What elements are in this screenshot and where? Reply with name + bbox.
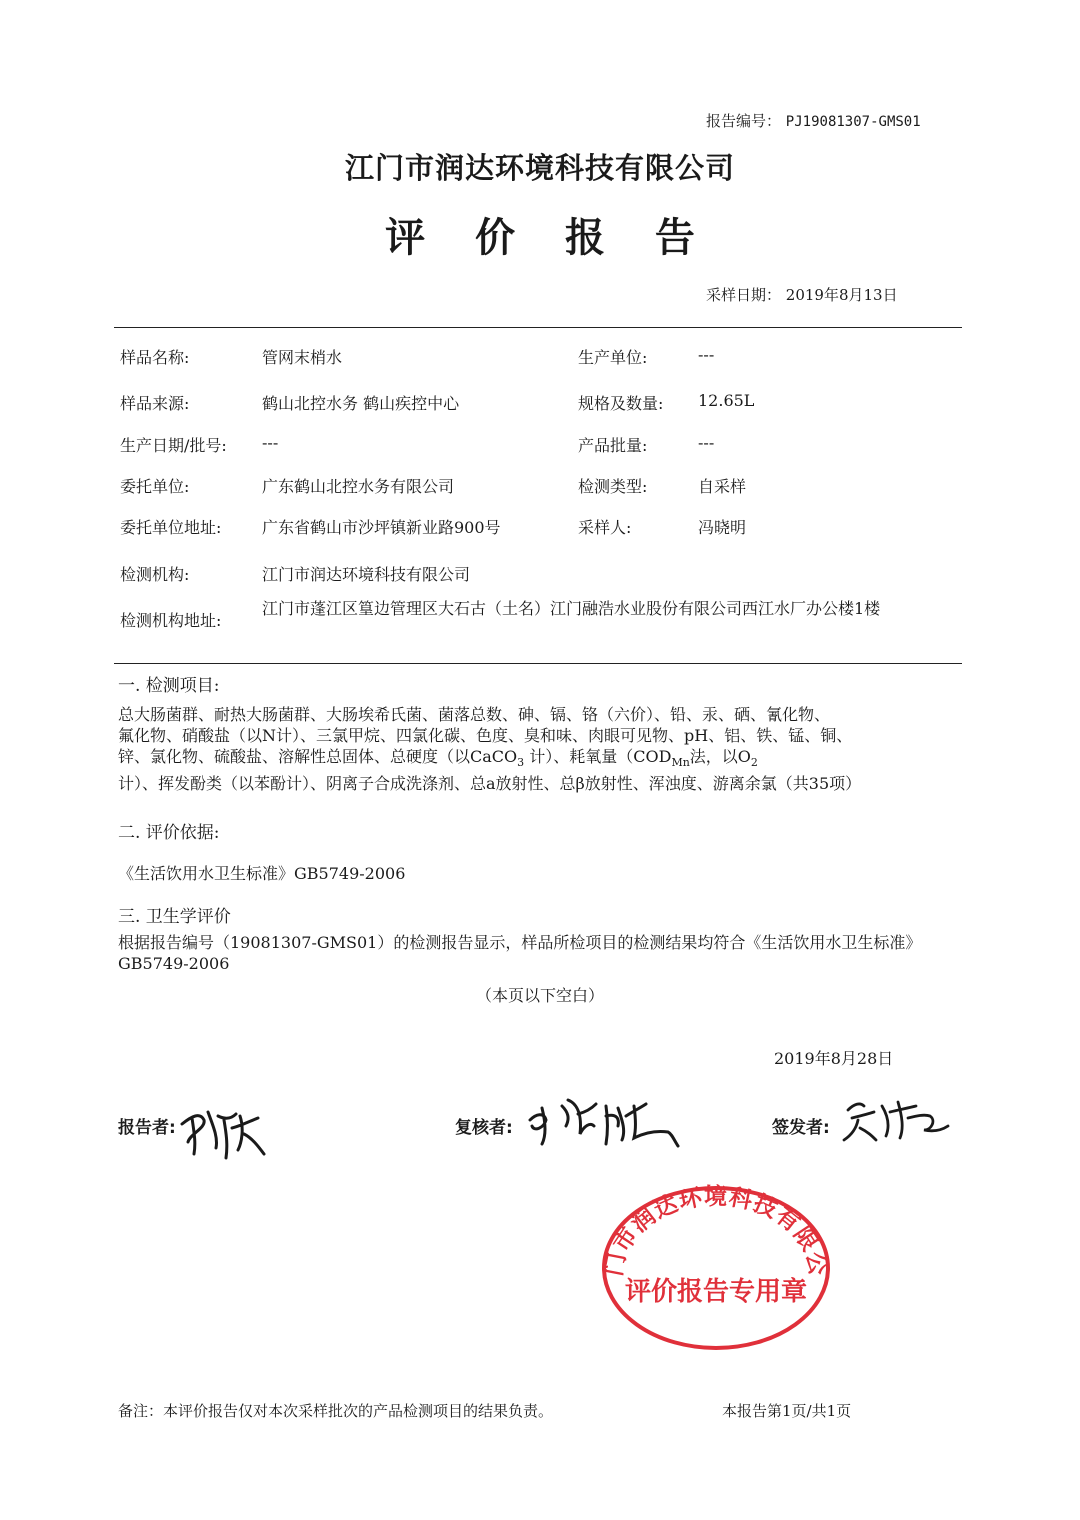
reviewer-signature [522, 1086, 684, 1150]
client-value: 广东鹤山北控水务有限公司 [262, 477, 455, 496]
page-number: 本报告第1页/共1页 [722, 1402, 852, 1420]
client-label: 委托单位: [120, 477, 190, 496]
client-address-label: 委托单位地址: [120, 518, 222, 537]
reviewer-label: 复核者: [455, 1118, 513, 1138]
prod-date-value: --- [262, 433, 279, 452]
evaluation-heading: 三. 卫生学评价 [118, 907, 231, 927]
test-items-line: 锌、氯化物、硫酸盐、溶解性总固体、总硬度（以CaCO$_3$ 计）、耗氧量（$COD_{Mn}$法，以$O_2$ [118, 747, 758, 770]
producer-value: --- [698, 345, 715, 364]
batch-label: 产品批量: [578, 436, 648, 455]
sample-name-label: 样品名称: [120, 348, 190, 367]
lab-value: 江门市润达环境科技有限公司 [262, 565, 471, 584]
lab-address-value: 江门市蓬江区篁边管理区大石古（土名）江门融浩水业股份有限公司西江水厂办公楼1楼 [262, 599, 881, 618]
page-title: 评 价 报 告 [385, 215, 713, 261]
test-items-line: 总大肠菌群、耐热大肠菌群、大肠埃希氏菌、菌落总数、砷、镉、铬（六价）、铅、汞、硒、氰化物、 [118, 705, 831, 724]
producer-label: 生产单位: [578, 348, 648, 367]
sampler-label: 采样人: [578, 518, 632, 537]
sample-source-value: 鹤山北控水务 鹤山疾控中心 [262, 394, 460, 413]
sample-date-label: 采样日期： [706, 286, 782, 304]
basis-heading: 二. 评价依据: [118, 823, 220, 843]
batch-value: --- [698, 433, 715, 452]
sample-date-value: 2019年8月13日 [785, 286, 898, 304]
reporter-signature [178, 1098, 270, 1162]
spec-label: 规格及数量: [578, 394, 664, 413]
blank-notice: （本页以下空白） [475, 986, 604, 1005]
sample-date [706, 284, 898, 305]
sample-name-value: 管网末梢水 [262, 348, 343, 367]
test-items-text [118, 704, 948, 794]
top-divider [114, 327, 962, 328]
footer-note: 备注：本评价报告仅对本次采样批次的产品检测项目的结果负责。 [118, 1402, 554, 1420]
report-date: 2019年8月28日 [774, 1049, 894, 1068]
official-seal [598, 1180, 834, 1356]
issuer-signature [838, 1090, 954, 1146]
sample-source-label: 样品来源: [120, 394, 190, 413]
lab-label: 检测机构: [120, 565, 190, 584]
evaluation-text: 根据报告编号（19081307-GMS01）的检测报告显示，样品所检项目的检测结果均符合《生活饮用水卫生标准》GB5749-2006 [118, 933, 922, 973]
test-items-line: 计）、挥发酚类（以苯酚计）、阴离子合成洗涤剂、总a放射性、总β放射性、浑浊度、游离余氯（共35项） [118, 774, 862, 794]
spec-value: 12.65L [698, 391, 755, 410]
items-heading: 一. 检测项目: [118, 676, 220, 696]
company-name: 江门市润达环境科技有限公司 [344, 151, 735, 185]
svg-text:江门市润达环境科技有限公司 [598, 1180, 831, 1278]
seal-company-text: 门市润达环境科技有限公 [601, 1184, 831, 1279]
prod-date-label: 生产日期/批号: [120, 436, 227, 455]
report-number-label: 报告编号： [706, 112, 782, 130]
test-type-label: 检测类型: [578, 477, 648, 496]
basis-text: 《生活饮用水卫生标准》GB5749-2006 [118, 864, 406, 883]
test-type-value: 自采样 [698, 477, 747, 496]
test-items-line: 氟化物、硝酸盐（以N计）、三氯甲烷、四氯化碳、色度、臭和味、肉眼可见物、pH、铝、铁、锰、铜、 [118, 726, 853, 745]
info-divider [114, 663, 962, 664]
client-address-value: 广东省鹤山市沙坪镇新业路900号 [262, 518, 501, 537]
lab-address-label: 检测机构地址: [120, 611, 222, 630]
seal-purpose-text: 评价报告专用章 [624, 1277, 808, 1307]
reporter-label: 报告者: [118, 1118, 176, 1138]
sampler-value: 冯晓明 [698, 518, 747, 537]
issuer-label: 签发者: [772, 1118, 830, 1138]
report-number [706, 110, 921, 131]
report-number-value: PJ19081307-GMS01 [785, 114, 921, 130]
